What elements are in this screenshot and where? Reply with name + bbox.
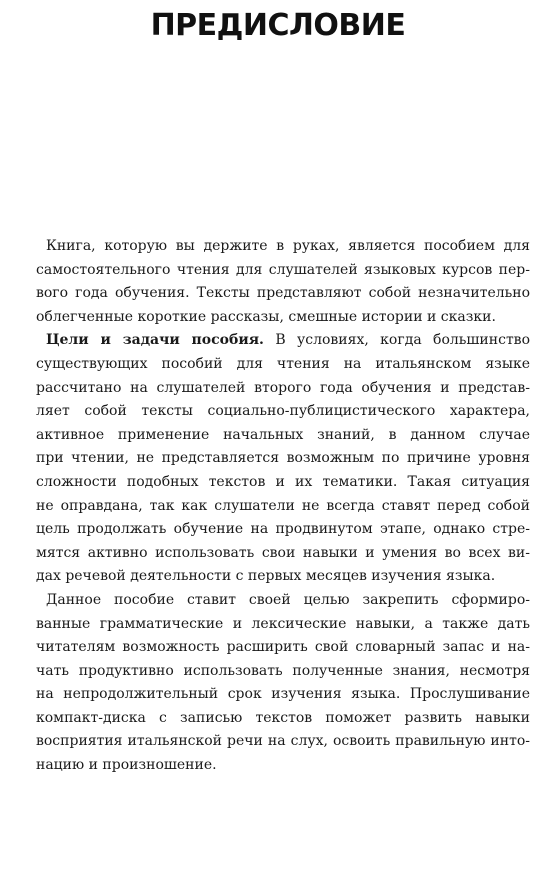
- text-line: существующих пособий для чтения на итальянском языке: [36, 355, 530, 372]
- text-line: при чтении, не представляется возможным по причине уровня: [36, 450, 530, 467]
- text-line: дах речевой деятельности с первых месяцев изучения языка.: [36, 568, 496, 585]
- page-title: ПРЕДИСЛОВИЕ: [150, 8, 406, 43]
- text-fragment: В условиях, когда большинство: [263, 332, 530, 349]
- text-line: активное применение начальных знаний, в данном случае: [36, 426, 530, 443]
- text-line: вого года обучения. Тексты представляют собой незначительно: [36, 285, 530, 302]
- text-line: самостоятельного чтения для слушателей языковых курсов пер-: [36, 261, 530, 278]
- text-line: нацию и произношение.: [36, 757, 217, 774]
- text-line: восприятия итальянской речи на слух, освоить правильную инто-: [36, 733, 530, 750]
- text-line: компакт-диска с записью текстов поможет развить навыки: [36, 709, 530, 726]
- text-line: сложности подобных текстов и их тематики. Такая ситуация: [36, 473, 530, 490]
- text-line: чать продуктивно использовать полученные знания, несмотря: [36, 662, 530, 679]
- paragraph-3: [36, 589, 530, 778]
- text-line: Книга, которую вы держите в руках, является пособием для: [46, 238, 530, 254]
- text-line-lead: [36, 329, 530, 353]
- text-line: Данное пособие ставит своей целью закрепить сформиро-: [46, 591, 530, 608]
- text-line: на непродолжительный срок изучения языка. Прослушивание: [36, 686, 530, 703]
- paragraph-1: [36, 235, 530, 329]
- text-line: читателям возможность расширить свой словарный запас и на-: [36, 639, 530, 656]
- text-line: цель продолжать обучение на продвинутом этапе, однако стре-: [36, 521, 530, 538]
- text-line: мятся активно использовать свои навыки и умения во всех ви-: [36, 544, 530, 561]
- paragraph-2: [36, 329, 530, 589]
- body-text: [36, 235, 530, 778]
- text-line: рассчитано на слушателей второго года обучения и представ-: [36, 379, 530, 396]
- text-line: облегченные короткие рассказы, смешные истории и сказки.: [36, 308, 496, 325]
- section-lead-heading: Цели и задачи пособия.: [46, 332, 264, 349]
- text-line: не оправдана, так как слушатели не всегда ставят перед собой: [36, 497, 530, 514]
- text-line: ляет собой тексты социально-публицистического характера,: [36, 403, 530, 420]
- text-line: ванные грамматические и лексические навыки, а также дать: [36, 615, 530, 632]
